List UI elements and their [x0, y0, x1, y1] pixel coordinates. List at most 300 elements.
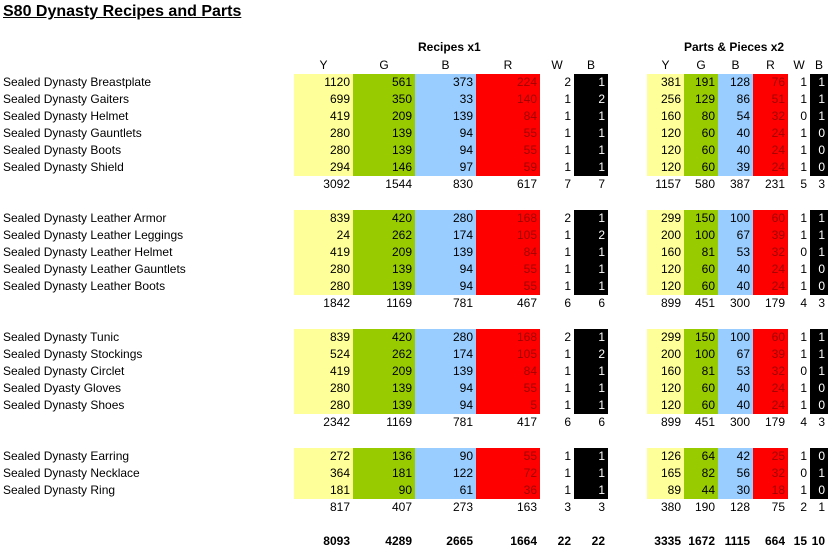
recipes-cell: 1 — [564, 143, 571, 157]
parts-subtotal: 3 — [818, 296, 825, 310]
parts-cell: 1 — [800, 449, 807, 463]
parts-cell: 1 — [810, 210, 828, 227]
recipes-cell: 1 — [574, 74, 608, 91]
parts-grand-total: 1115 — [724, 534, 750, 548]
parts-cell: 76 — [753, 74, 788, 91]
parts-cell: 100 — [684, 346, 718, 363]
recipes-subtotal: 417 — [516, 415, 537, 429]
parts-cell: 0 — [810, 397, 828, 414]
recipes-cell: 84 — [476, 244, 540, 261]
recipes-cell: 2 — [564, 211, 571, 225]
recipes-cell: 280 — [294, 142, 353, 159]
parts-cell: 150 — [684, 210, 718, 227]
parts-grand-total: 3335 — [654, 534, 681, 548]
recipes-cell: 1 — [564, 262, 571, 276]
parts-subtotal: 4 — [800, 296, 807, 310]
parts-cell: 0 — [810, 448, 828, 465]
item-name: Sealed Dyasty Gloves — [3, 381, 122, 395]
parts-grand-total: 10 — [811, 534, 825, 548]
item-name: Sealed Dynasty Shield — [3, 160, 124, 174]
recipes-cell: 2 — [574, 346, 608, 363]
parts-cell: 1 — [800, 160, 807, 174]
recipes-cell: 209 — [353, 244, 415, 261]
recipes-cell: 1 — [574, 244, 608, 261]
recipes-cell: 280 — [294, 125, 353, 142]
recipes-col-header: W — [551, 58, 563, 72]
parts-cell: 120 — [647, 142, 684, 159]
parts-subtotal: 387 — [729, 177, 750, 191]
recipes-cell: 272 — [294, 448, 353, 465]
parts-cell: 120 — [647, 278, 684, 295]
recipes-header: Recipes x1 — [418, 40, 481, 54]
recipes-grand-total: 1664 — [510, 534, 537, 548]
recipes-subtotal: 6 — [564, 415, 571, 429]
parts-subtotal: 231 — [764, 177, 785, 191]
recipes-cell: 2 — [564, 75, 571, 89]
recipes-cell: 280 — [294, 261, 353, 278]
recipes-subtotal: 407 — [391, 500, 412, 514]
parts-cell: 128 — [718, 74, 753, 91]
parts-cell: 1 — [810, 227, 828, 244]
parts-cell: 160 — [647, 363, 684, 380]
recipes-col-header: Y — [319, 58, 328, 72]
item-name: Sealed Dynasty Helmet — [3, 109, 129, 123]
recipes-cell: 1 — [574, 125, 608, 142]
recipes-cell: 105 — [476, 346, 540, 363]
parts-subtotal: 380 — [660, 500, 681, 514]
recipes-cell: 84 — [476, 363, 540, 380]
recipes-cell: 90 — [415, 448, 476, 465]
recipes-cell: 139 — [415, 244, 476, 261]
recipes-subtotal: 1544 — [385, 177, 412, 191]
parts-cell: 0 — [800, 364, 807, 378]
recipes-grand-total: 22 — [591, 534, 605, 548]
parts-cell: 24 — [753, 159, 788, 176]
parts-cell: 81 — [684, 363, 718, 380]
recipes-cell: 419 — [294, 108, 353, 125]
recipes-subtotal: 781 — [452, 296, 473, 310]
parts-cell: 200 — [647, 346, 684, 363]
parts-cell: 40 — [718, 380, 753, 397]
parts-subtotal: 179 — [764, 296, 785, 310]
recipes-cell: 94 — [415, 125, 476, 142]
parts-subtotal: 451 — [694, 415, 715, 429]
recipes-cell: 1 — [564, 398, 571, 412]
parts-cell: 24 — [753, 142, 788, 159]
parts-cell: 51 — [753, 91, 788, 108]
recipes-cell: 224 — [476, 74, 540, 91]
recipes-cell: 280 — [294, 397, 353, 414]
parts-cell: 60 — [684, 142, 718, 159]
recipes-subtotal: 781 — [452, 415, 473, 429]
parts-cell: 54 — [718, 108, 753, 125]
recipes-cell: 1 — [574, 261, 608, 278]
recipes-cell: 1 — [574, 278, 608, 295]
recipes-cell: 55 — [476, 380, 540, 397]
parts-header: Parts & Pieces x2 — [684, 40, 785, 54]
parts-cell: 1 — [800, 279, 807, 293]
recipes-cell: 61 — [415, 482, 476, 499]
recipes-cell: 94 — [415, 380, 476, 397]
parts-cell: 1 — [810, 244, 828, 261]
recipes-cell: 55 — [476, 261, 540, 278]
parts-cell: 60 — [684, 397, 718, 414]
parts-cell: 1 — [800, 347, 807, 361]
parts-cell: 165 — [647, 465, 684, 482]
parts-subtotal: 3 — [818, 415, 825, 429]
recipes-cell: 262 — [353, 346, 415, 363]
parts-cell: 39 — [753, 346, 788, 363]
parts-cell: 24 — [753, 380, 788, 397]
parts-cell: 1 — [800, 211, 807, 225]
recipes-cell: 168 — [476, 329, 540, 346]
parts-col-header: B — [731, 58, 740, 72]
recipes-cell: 280 — [415, 210, 476, 227]
recipes-subtotal: 2342 — [323, 415, 350, 429]
recipes-cell: 1 — [564, 483, 571, 497]
item-name: Sealed Dynasty Gaiters — [3, 92, 130, 106]
sheet-title: S80 Dynasty Recipes and Parts — [3, 3, 242, 20]
parts-cell: 0 — [810, 380, 828, 397]
parts-cell: 60 — [684, 159, 718, 176]
parts-subtotal: 899 — [660, 415, 681, 429]
parts-cell: 25 — [753, 448, 788, 465]
recipes-cell: 140 — [476, 91, 540, 108]
recipes-cell: 136 — [353, 448, 415, 465]
parts-cell: 100 — [718, 329, 753, 346]
parts-cell: 129 — [684, 91, 718, 108]
parts-subtotal: 300 — [729, 415, 750, 429]
recipes-cell: 209 — [353, 108, 415, 125]
parts-cell: 1 — [800, 398, 807, 412]
recipes-cell: 97 — [415, 159, 476, 176]
parts-cell: 100 — [718, 210, 753, 227]
parts-cell: 381 — [647, 74, 684, 91]
item-name: Sealed Dynasty Stockings — [3, 347, 143, 361]
parts-cell: 191 — [684, 74, 718, 91]
parts-cell: 60 — [684, 125, 718, 142]
recipes-cell: 524 — [294, 346, 353, 363]
recipes-cell: 2 — [564, 330, 571, 344]
parts-cell: 56 — [718, 465, 753, 482]
recipes-subtotal: 617 — [516, 177, 537, 191]
parts-cell: 0 — [800, 109, 807, 123]
parts-cell: 200 — [647, 227, 684, 244]
recipes-cell: 1 — [574, 329, 608, 346]
recipes-cell: 139 — [415, 108, 476, 125]
recipes-cell: 139 — [353, 142, 415, 159]
parts-cell: 1 — [800, 381, 807, 395]
parts-cell: 67 — [718, 346, 753, 363]
recipes-cell: 419 — [294, 244, 353, 261]
recipes-subtotal: 1842 — [323, 296, 350, 310]
recipes-subtotal: 273 — [452, 500, 473, 514]
recipes-col-header: G — [379, 58, 389, 72]
parts-cell: 1 — [800, 483, 807, 497]
recipes-cell: 839 — [294, 210, 353, 227]
parts-cell: 299 — [647, 210, 684, 227]
recipes-cell: 294 — [294, 159, 353, 176]
parts-cell: 0 — [810, 159, 828, 176]
item-name: Sealed Dynasty Leather Armor — [3, 211, 167, 225]
recipes-cell: 1 — [574, 159, 608, 176]
recipes-cell: 146 — [353, 159, 415, 176]
recipes-cell: 1 — [564, 466, 571, 480]
recipes-cell: 1 — [564, 92, 571, 106]
parts-cell: 126 — [647, 448, 684, 465]
parts-cell: 1 — [800, 330, 807, 344]
recipes-grand-total: 22 — [557, 534, 571, 548]
recipes-cell: 839 — [294, 329, 353, 346]
item-name: Sealed Dynasty Leather Helmet — [3, 245, 173, 259]
parts-cell: 1 — [800, 228, 807, 242]
parts-col-header: R — [766, 58, 775, 72]
recipes-cell: 90 — [353, 482, 415, 499]
parts-grand-total: 15 — [793, 534, 807, 548]
parts-subtotal: 75 — [771, 500, 785, 514]
recipes-cell: 122 — [415, 465, 476, 482]
recipes-cell: 36 — [476, 482, 540, 499]
recipes-cell: 280 — [294, 278, 353, 295]
recipes-cell: 350 — [353, 91, 415, 108]
recipes-subtotal: 6 — [598, 296, 605, 310]
parts-cell: 0 — [810, 278, 828, 295]
parts-subtotal: 899 — [660, 296, 681, 310]
parts-cell: 150 — [684, 329, 718, 346]
recipes-cell: 373 — [415, 74, 476, 91]
recipes-cell: 174 — [415, 346, 476, 363]
recipes-col-header: B — [586, 58, 595, 72]
parts-col-header: Y — [661, 58, 670, 72]
recipes-cell: 420 — [353, 329, 415, 346]
parts-cell: 53 — [718, 244, 753, 261]
recipes-cell: 1 — [574, 465, 608, 482]
parts-cell: 120 — [647, 159, 684, 176]
parts-cell: 60 — [684, 380, 718, 397]
recipes-cell: 139 — [353, 397, 415, 414]
parts-cell: 60 — [753, 329, 788, 346]
recipes-subtotal: 3 — [598, 500, 605, 514]
recipes-cell: 1 — [574, 363, 608, 380]
parts-cell: 32 — [753, 465, 788, 482]
recipes-subtotal: 6 — [598, 415, 605, 429]
item-name: Sealed Dynasty Shoes — [3, 398, 125, 412]
item-name: Sealed Dynasty Earring — [3, 449, 130, 463]
item-name: Sealed Dynasty Gauntlets — [3, 126, 142, 140]
recipes-cell: 84 — [476, 108, 540, 125]
recipes-cell: 1 — [564, 381, 571, 395]
parts-subtotal: 5 — [800, 177, 807, 191]
recipes-cell: 1 — [574, 380, 608, 397]
recipes-cell: 1 — [564, 126, 571, 140]
recipes-cell: 280 — [415, 329, 476, 346]
parts-cell: 40 — [718, 125, 753, 142]
parts-cell: 0 — [810, 142, 828, 159]
parts-cell: 1 — [800, 126, 807, 140]
parts-cell: 1 — [810, 363, 828, 380]
parts-cell: 86 — [718, 91, 753, 108]
parts-subtotal: 190 — [694, 500, 715, 514]
recipes-cell: 1 — [574, 448, 608, 465]
recipes-cell: 1 — [574, 142, 608, 159]
parts-cell: 89 — [647, 482, 684, 499]
parts-cell: 24 — [753, 397, 788, 414]
recipes-cell: 420 — [353, 210, 415, 227]
recipes-grand-total: 8093 — [323, 534, 350, 548]
recipes-subtotal: 3092 — [323, 177, 350, 191]
recipes-subtotal: 163 — [516, 500, 537, 514]
parts-cell: 1 — [800, 143, 807, 157]
recipes-cell: 94 — [415, 278, 476, 295]
parts-subtotal: 4 — [800, 415, 807, 429]
parts-cell: 32 — [753, 363, 788, 380]
recipes-cell: 1120 — [294, 74, 353, 91]
item-name: Sealed Dynasty Leather Gauntlets — [3, 262, 186, 276]
parts-cell: 32 — [753, 244, 788, 261]
recipes-cell: 1 — [564, 364, 571, 378]
recipes-cell: 72 — [476, 465, 540, 482]
parts-subtotal: 580 — [694, 177, 715, 191]
recipes-cell: 174 — [415, 227, 476, 244]
parts-cell: 120 — [647, 125, 684, 142]
recipes-subtotal: 467 — [516, 296, 537, 310]
parts-subtotal: 451 — [694, 296, 715, 310]
recipes-cell: 209 — [353, 363, 415, 380]
parts-cell: 1 — [810, 346, 828, 363]
parts-cell: 1 — [800, 92, 807, 106]
recipes-cell: 262 — [353, 227, 415, 244]
item-name: Sealed Dynasty Leather Boots — [3, 279, 166, 293]
parts-cell: 299 — [647, 329, 684, 346]
recipes-cell: 139 — [353, 125, 415, 142]
parts-cell: 39 — [718, 159, 753, 176]
parts-subtotal: 300 — [729, 296, 750, 310]
recipes-cell: 94 — [415, 397, 476, 414]
parts-cell: 53 — [718, 363, 753, 380]
parts-cell: 40 — [718, 142, 753, 159]
parts-cell: 120 — [647, 380, 684, 397]
recipes-cell: 181 — [294, 482, 353, 499]
recipes-cell: 1 — [574, 397, 608, 414]
parts-cell: 44 — [684, 482, 718, 499]
recipes-subtotal: 3 — [564, 500, 571, 514]
parts-subtotal: 128 — [729, 500, 750, 514]
parts-cell: 0 — [800, 466, 807, 480]
recipes-cell: 168 — [476, 210, 540, 227]
parts-cell: 120 — [647, 397, 684, 414]
parts-cell: 81 — [684, 244, 718, 261]
recipes-cell: 364 — [294, 465, 353, 482]
recipes-cell: 55 — [476, 142, 540, 159]
parts-cell: 60 — [684, 278, 718, 295]
parts-cell: 30 — [718, 482, 753, 499]
parts-cell: 64 — [684, 448, 718, 465]
parts-cell: 60 — [753, 210, 788, 227]
parts-subtotal: 3 — [818, 177, 825, 191]
recipes-cell: 561 — [353, 74, 415, 91]
recipes-cell: 24 — [294, 227, 353, 244]
recipes-subtotal: 7 — [598, 177, 605, 191]
recipes-cell: 139 — [353, 278, 415, 295]
recipes-cell: 105 — [476, 227, 540, 244]
parts-cell: 0 — [810, 482, 828, 499]
recipes-cell: 1 — [574, 482, 608, 499]
parts-cell: 0 — [810, 125, 828, 142]
item-name: Sealed Dynasty Necklace — [3, 466, 140, 480]
recipes-subtotal: 1169 — [386, 415, 412, 429]
parts-cell: 256 — [647, 91, 684, 108]
parts-col-header: B — [814, 58, 823, 72]
recipes-cell: 55 — [476, 125, 540, 142]
recipes-subtotal: 6 — [564, 296, 571, 310]
parts-cell: 1 — [810, 74, 828, 91]
item-name: Sealed Dynasty Circlet — [3, 364, 125, 378]
recipes-cell: 139 — [353, 261, 415, 278]
recipes-cell: 139 — [415, 363, 476, 380]
parts-cell: 160 — [647, 108, 684, 125]
parts-cell: 80 — [684, 108, 718, 125]
parts-cell: 1 — [810, 329, 828, 346]
recipes-cell: 699 — [294, 91, 353, 108]
recipes-cell: 2 — [574, 91, 608, 108]
parts-col-header: W — [793, 58, 805, 72]
parts-cell: 0 — [800, 245, 807, 259]
recipes-col-header: B — [441, 58, 450, 72]
parts-cell: 1 — [800, 75, 807, 89]
parts-cell: 100 — [684, 227, 718, 244]
recipes-cell: 1 — [564, 160, 571, 174]
parts-grand-total: 1672 — [688, 534, 715, 548]
parts-cell: 39 — [753, 227, 788, 244]
parts-cell: 120 — [647, 261, 684, 278]
parts-cell: 67 — [718, 227, 753, 244]
recipes-subtotal: 1169 — [386, 296, 412, 310]
recipes-subtotal: 7 — [564, 177, 571, 191]
recipes-cell: 181 — [353, 465, 415, 482]
parts-grand-total: 664 — [764, 534, 785, 548]
recipes-cell: 94 — [415, 142, 476, 159]
recipes-cell: 1 — [564, 279, 571, 293]
recipes-grand-total: 4289 — [385, 534, 412, 548]
parts-cell: 1 — [800, 262, 807, 276]
parts-cell: 18 — [753, 482, 788, 499]
recipes-cell: 1 — [574, 108, 608, 125]
parts-cell: 40 — [718, 397, 753, 414]
parts-cell: 32 — [753, 108, 788, 125]
item-name: Sealed Dynasty Leather Leggings — [3, 228, 184, 242]
parts-cell: 82 — [684, 465, 718, 482]
recipes-cell: 5 — [476, 397, 540, 414]
parts-cell: 24 — [753, 125, 788, 142]
parts-cell: 40 — [718, 261, 753, 278]
parts-cell: 1 — [810, 108, 828, 125]
recipes-cell: 1 — [574, 210, 608, 227]
item-name: Sealed Dynasty Breastplate — [3, 75, 152, 89]
recipes-cell: 59 — [476, 159, 540, 176]
parts-subtotal: 2 — [800, 500, 807, 514]
parts-subtotal: 1 — [818, 500, 825, 514]
recipes-cell: 33 — [415, 91, 476, 108]
parts-subtotal: 179 — [764, 415, 785, 429]
recipes-cell: 1 — [564, 449, 571, 463]
recipes-cell: 1 — [564, 228, 571, 242]
recipes-col-header: R — [503, 58, 513, 72]
recipes-grand-total: 2665 — [446, 534, 473, 548]
recipes-cell: 280 — [294, 380, 353, 397]
parts-cell: 1 — [810, 91, 828, 108]
recipes-cell: 1 — [564, 109, 571, 123]
recipes-cell: 55 — [476, 448, 540, 465]
